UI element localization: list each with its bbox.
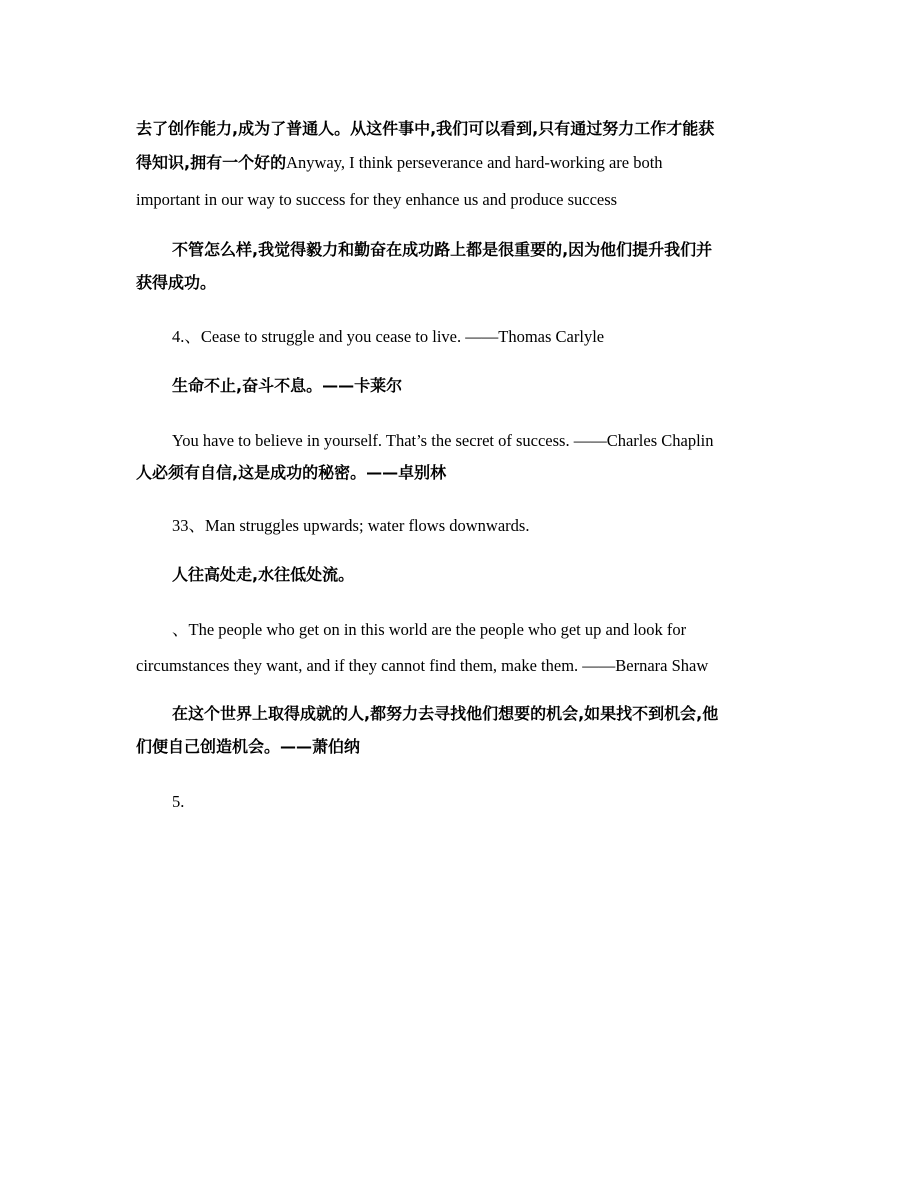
quote-chinese: 们便自己创造机会。——萧伯纳 (136, 737, 361, 756)
quote-chinese: 人往高处走,水往低处流。 (172, 565, 355, 584)
paragraph-line: 获得成功。 (136, 273, 217, 292)
quote-english: circumstances they want, and if they cannot find them, make them. ——Bernara Shaw (136, 656, 709, 675)
quote-chinese: 在这个世界上取得成就的人,都努力去寻找他们想要的机会,如果找不到机会,他 (172, 704, 719, 723)
paragraph-line: 不管怎么样,我觉得毅力和勤奋在成功路上都是很重要的,因为他们提升我们并 (172, 240, 713, 259)
quote-chinese: 人必须有自信,这是成功的秘密。——卓别林 (136, 463, 447, 482)
paragraph-segment-en: Anyway, I think perseverance and hard-working are both (286, 153, 663, 172)
paragraph-line: 去了创作能力,成为了普通人。从这件事中,我们可以看到,只有通过努力工作才能获 (136, 119, 715, 138)
paragraph-segment-zh: 得知识,拥有一个好的 (136, 153, 287, 172)
quote-english: You have to believe in yourself. That’s the secret of success. ——Charles Chaplin (172, 431, 714, 450)
quote-english: 33、Man struggles upwards; water flows downwards. (172, 516, 530, 535)
paragraph-line (136, 152, 663, 174)
list-number: 5. (172, 792, 185, 811)
quote-english: 、The people who get on in this world are the people who get up and look for (172, 620, 687, 639)
quote-chinese: 生命不止,奋斗不息。——卡莱尔 (172, 376, 403, 395)
quote-english: 4.、Cease to struggle and you cease to live. ——Thomas Carlyle (172, 327, 605, 346)
paragraph-line: important in our way to success for they enhance us and produce success (136, 190, 618, 209)
